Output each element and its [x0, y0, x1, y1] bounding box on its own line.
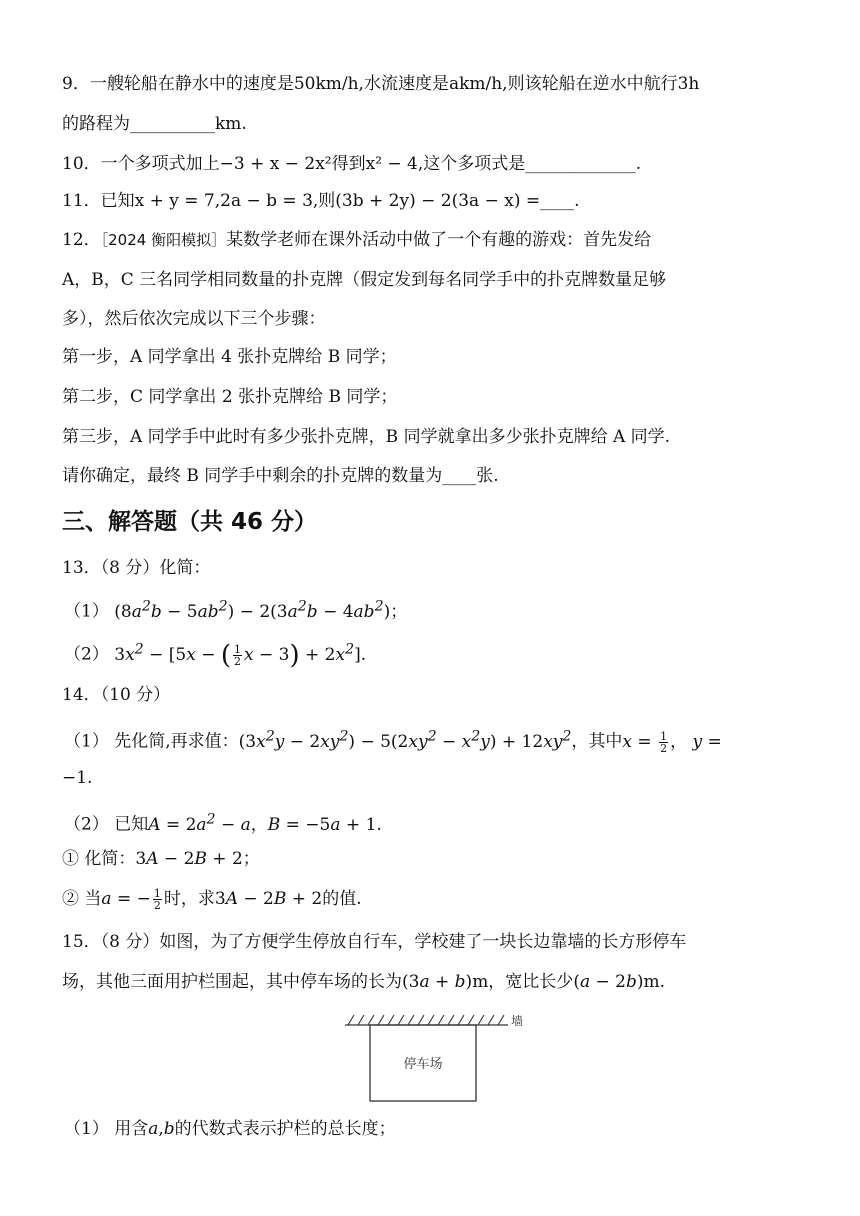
- q15-part1-text-b: 的代数式表示护栏的总长度；: [174, 1119, 396, 1139]
- q14-header: 14．（10 分）: [62, 685, 171, 705]
- q14-part1-given: ，其中: [571, 731, 623, 752]
- q14-sub1-label: ① 化简：: [62, 849, 136, 869]
- q14-part2: [64, 808, 382, 836]
- section-heading: 三、解答题（共 46 分）: [62, 509, 318, 535]
- q13-fraction: $\frac{1}{2}$: [234, 642, 241, 668]
- parking-lot-figure: [340, 1010, 540, 1110]
- q12-ask: 请你确定，最终 B 同学手中剩余的扑克牌的数量为____张.: [62, 466, 499, 486]
- q14-sub2-expr: 3A − 2B + 2: [214, 889, 323, 909]
- q14-part1: [64, 725, 722, 754]
- q13-part2-expr: $3x^2 - [5x$ − ( $\frac{1}{2}$ $x - 3) + 2x^2$].: [114, 640, 367, 671]
- q15-length-expr: (3a + b): [402, 972, 473, 992]
- q9-line2: 的路程为__________km.: [62, 114, 247, 134]
- q13-part1-expr: $(8a^2b - 5ab^2) - 2(3a^2b - 4ab^2)$；: [114, 598, 408, 622]
- q14-part2-text: 已知: [114, 814, 149, 835]
- q12-text: 某数学老师在课外活动中做了一个有趣的游戏：首先发给: [226, 230, 652, 250]
- q15-line2-a: 场，其他三面用护栏围起，其中停车场的长为: [62, 972, 402, 992]
- q13-part2-label: （2）: [64, 644, 109, 665]
- q14-sub2-end: 的值.: [322, 889, 362, 909]
- q13-part1-label: （1）: [64, 601, 109, 622]
- q14-part1-text: 先化简,再求值：: [114, 731, 239, 752]
- q15-line2-c: m.: [643, 972, 666, 992]
- q14-part1-cont: −1.: [62, 768, 93, 788]
- q14-part2-label: （2）: [64, 814, 109, 835]
- q14-part1-expr: $(3x^2y - 2xy^2) - 5(2xy^2 - x^2y) + 12xy^2$: [238, 728, 572, 752]
- q14-part2-expr: $A = 2a^2 - a$，B = −5a + 1.: [148, 811, 382, 835]
- q14-sub2-label: ② 当: [62, 889, 102, 909]
- wall-hatching: [348, 1015, 504, 1025]
- q14-values: x = $\frac{1}{2}$ ， y =: [622, 729, 722, 755]
- q15-part1: [64, 1118, 396, 1140]
- q14-sub2-fraction: $\frac{1}{2}$: [153, 887, 161, 912]
- q12-step2: 第二步，C 同学拿出 2 张扑克牌给 B 同学；: [62, 387, 398, 407]
- q12-source-tag: ［2024 衡阳模拟］: [100, 231, 227, 249]
- q15-part1-text-a: 用含: [114, 1119, 149, 1139]
- q14-fraction: $\frac{1}{2}$: [660, 729, 668, 755]
- q12-line2: A，B，C 三名同学相同数量的扑克牌（假定发到每名同学手中的扑克牌数量足够: [62, 270, 667, 290]
- q15-line2: [62, 971, 665, 993]
- q13-part1: [64, 595, 407, 623]
- q14-sub2-mid: 时，求: [163, 889, 215, 909]
- q14-sub2: [62, 888, 362, 911]
- q14-sub1-expr: 3A − 2B + 2；: [135, 849, 260, 869]
- q13-header: 13．（8 分）化简：: [62, 558, 211, 578]
- q12-step1: 第一步，A 同学拿出 4 张扑克牌给 B 同学；: [62, 347, 397, 367]
- q12-line3: 多），然后依次完成以下三个步骤：: [62, 309, 326, 329]
- q15-line1: 15．（8 分）如图，为了方便学生停放自行车，学校建了一块长边靠墙的长方形停车: [62, 932, 687, 952]
- q9-line1: 9．一艘轮船在静水中的速度是50km/h,水流速度是akm/h,则该轮船在逆水中航行3h: [62, 74, 700, 94]
- q12-step3: 第三步，A 同学手中此时有多少张扑克牌，B 同学就拿出多少张扑克牌给 A 同学.: [62, 427, 671, 447]
- q14-sub2-cond: a = − $\frac{1}{2}$: [101, 887, 161, 912]
- q11: 11．已知x + y = 7,2a − b = 3,则(3b + 2y) − 2(3a − x) =____.: [62, 191, 580, 211]
- parking-lot-label: 停车场: [403, 1057, 443, 1072]
- q10: 10．一个多项式加上−3 + x − 2x²得到x² − 4,这个多项式是_____________.: [62, 154, 642, 174]
- q12-number: 12．: [62, 230, 101, 250]
- q15-line2-b: m，宽比长少: [472, 972, 574, 992]
- wall-label: 墙: [511, 1014, 524, 1028]
- q13-part2: [64, 638, 367, 671]
- q15-part1-vars: a,b: [148, 1119, 175, 1139]
- q14-sub1: [62, 848, 260, 870]
- q12-line1: [62, 229, 651, 251]
- q15-width-diff-expr: (a − 2b): [573, 972, 644, 992]
- q15-part1-label: （1）: [64, 1119, 109, 1139]
- q14-part1-label: （1）: [64, 731, 109, 752]
